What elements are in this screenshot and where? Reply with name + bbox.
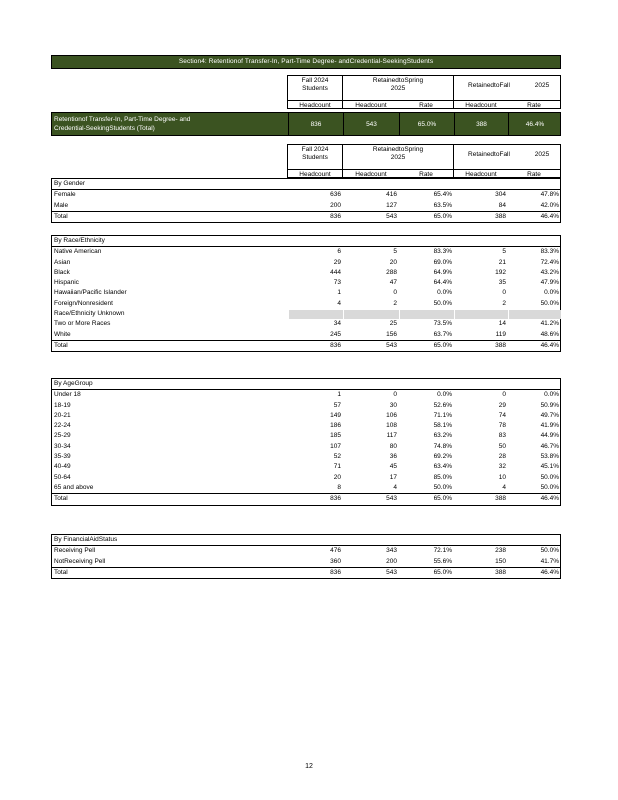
table-row: [52, 411, 560, 421]
row-label: Total: [54, 212, 68, 220]
cell-fall-retained-headcount: 4: [502, 483, 506, 491]
cell-fall-rate: 0.0%: [544, 289, 559, 297]
cell-fall-rate: 49.7%: [540, 411, 559, 419]
section-banner: Section4: Retentionof Transfer-In, Part-Time Degree- andCredential-SeekingStudents: [51, 55, 561, 69]
cell-fall-headcount: 52: [333, 453, 341, 461]
cell-spring-headcount: 80: [389, 442, 397, 450]
cell-spring-rate: 65.0%: [433, 341, 452, 349]
cell-spring-headcount: 543: [386, 495, 397, 503]
cell-fall-headcount: 245: [330, 330, 341, 338]
cell-spring-headcount: 25: [389, 320, 397, 328]
total-row: [52, 340, 560, 351]
cell-fall-rate: 46.4%: [540, 341, 559, 349]
cell-fall-retained-headcount: 388: [495, 568, 506, 576]
cell-fall-headcount: 1: [337, 289, 341, 297]
header-fall-year: 2025: [534, 82, 550, 89]
cell-fall-rate: 50.0%: [540, 547, 559, 555]
table-row: [52, 330, 560, 340]
row-label: NotReceiving Pell: [54, 557, 106, 565]
header-retained-fall: RetainedtoFall: [468, 82, 510, 89]
cell-fall-rate: 43.2%: [540, 268, 559, 276]
cell-fall-rate: 0.0%: [544, 391, 559, 399]
cell-spring-headcount: 47: [389, 279, 397, 287]
subheader-rate: Rate: [399, 100, 453, 110]
row-label: 40-49: [54, 463, 71, 471]
cell-spring-headcount: 200: [386, 557, 397, 565]
blank-cell: [344, 310, 399, 319]
cell-spring-rate: 71.1%: [433, 411, 452, 419]
table-row: [52, 288, 560, 298]
cell-fall-headcount: 636: [330, 191, 341, 199]
overall-fall-retained-headcount: 388: [476, 121, 487, 128]
cell-fall-rate: 41.9%: [540, 422, 559, 430]
subheader-headcount: Headcount: [454, 169, 508, 179]
cell-spring-headcount: 17: [389, 473, 397, 481]
row-label: Male: [54, 201, 69, 209]
cell-spring-rate: 58.1%: [433, 422, 452, 430]
table-race-ethnicity: [51, 235, 561, 352]
cell-fall-retained-headcount: 78: [498, 422, 506, 430]
table-row: [52, 309, 560, 319]
cell-fall-retained-headcount: 192: [495, 268, 506, 276]
row-label: Total: [54, 495, 68, 503]
cell-fall-rate: 41.7%: [540, 557, 559, 565]
cell-fall-headcount: 20: [333, 473, 341, 481]
cell-spring-rate: 52.6%: [433, 401, 452, 409]
cell-fall-rate: 50.0%: [540, 299, 559, 307]
table-row: [52, 201, 560, 211]
cell-spring-rate: 63.5%: [433, 201, 452, 209]
overall-spring-headcount: 543: [366, 121, 377, 128]
row-label: Native American: [54, 248, 102, 256]
table-row: [52, 462, 560, 472]
cell-fall-headcount: 34: [333, 320, 341, 328]
blank-cell: [400, 310, 454, 319]
cell-spring-headcount: 106: [386, 411, 397, 419]
table-row: [52, 421, 560, 431]
cell-spring-headcount: 0: [393, 289, 397, 297]
subheader-headcount: Headcount: [288, 100, 342, 110]
table-title-row: [52, 179, 560, 190]
row-label: 22-24: [54, 422, 71, 430]
row-label: 35-39: [54, 453, 71, 461]
cell-fall-rate: 72.4%: [540, 258, 559, 266]
cell-fall-retained-headcount: 84: [498, 201, 506, 209]
table-row: [52, 390, 560, 400]
cell-spring-headcount: 20: [389, 258, 397, 266]
subheader-headcount: Headcount: [343, 100, 399, 110]
table-row: [52, 258, 560, 268]
table-title-row: [52, 535, 560, 546]
cell-fall-headcount: 1: [337, 391, 341, 399]
subheader-rate: Rate: [508, 100, 560, 110]
cell-fall-rate: 53.8%: [540, 453, 559, 461]
cell-spring-rate: 85.0%: [433, 473, 452, 481]
cell-fall-retained-headcount: 29: [498, 401, 506, 409]
cell-spring-rate: 64.9%: [433, 268, 452, 276]
cell-spring-rate: 65.0%: [433, 212, 452, 220]
row-label: 30-34: [54, 442, 71, 450]
overall-fall-rate: 46.4%: [525, 121, 545, 128]
cell-spring-headcount: 2: [393, 299, 397, 307]
table-row: [52, 268, 560, 278]
row-label: Under 18: [54, 391, 81, 399]
cell-fall-rate: 46.4%: [540, 495, 559, 503]
cell-fall-headcount: 200: [330, 201, 341, 209]
table-row: [52, 190, 560, 200]
cell-fall-retained-headcount: 304: [495, 191, 506, 199]
table-row: [52, 442, 560, 452]
cell-fall-rate: 50.9%: [540, 401, 559, 409]
table-row: [52, 483, 560, 493]
cell-fall-headcount: 836: [330, 568, 341, 576]
cell-fall-retained-headcount: 388: [495, 495, 506, 503]
cell-fall-headcount: 4: [337, 299, 341, 307]
cell-fall-retained-headcount: 21: [498, 258, 506, 266]
header-students: Students: [302, 85, 328, 92]
cell-spring-headcount: 5: [393, 248, 397, 256]
table-financial-aid: [51, 534, 561, 579]
cell-fall-headcount: 107: [330, 442, 341, 450]
cell-fall-rate: 46.7%: [540, 442, 559, 450]
cell-fall-headcount: 185: [330, 432, 341, 440]
cell-fall-retained-headcount: 14: [498, 320, 506, 328]
cell-spring-rate: 65.0%: [433, 568, 452, 576]
cell-fall-retained-headcount: 150: [495, 557, 506, 565]
overall-fall-headcount: 836: [310, 121, 322, 128]
cell-fall-rate: 83.3%: [540, 248, 559, 256]
header-fall: Fall 2024: [301, 146, 329, 153]
cell-fall-headcount: 57: [333, 401, 341, 409]
cell-spring-rate: 0.0%: [437, 289, 452, 297]
row-label: Race/Ethnicity Unknown: [54, 310, 125, 318]
overall-total-row: [51, 112, 561, 136]
cell-spring-rate: 83.3%: [433, 248, 452, 256]
total-row: [52, 211, 560, 222]
overall-spring-rate: 65.0%: [417, 121, 437, 128]
table-title: By FinancialAidStatus: [54, 536, 118, 543]
column-header-top: [287, 75, 561, 109]
cell-fall-retained-headcount: 238: [495, 547, 506, 555]
header-retained-spring: RetainedtoSpring: [372, 146, 424, 153]
row-label: Female: [54, 191, 76, 199]
table-row: [52, 452, 560, 462]
cell-fall-headcount: 8: [337, 483, 341, 491]
cell-fall-headcount: 29: [333, 258, 341, 266]
cell-spring-rate: 72.1%: [433, 547, 452, 555]
cell-fall-rate: 48.6%: [540, 330, 559, 338]
cell-spring-headcount: 108: [386, 422, 397, 430]
cell-fall-rate: 47.9%: [540, 279, 559, 287]
cell-fall-headcount: 476: [330, 547, 341, 555]
cell-spring-rate: 63.2%: [433, 432, 452, 440]
cell-spring-rate: 64.4%: [433, 279, 452, 287]
page-number: 12: [305, 763, 313, 770]
table-row: [52, 401, 560, 411]
cell-spring-headcount: 543: [386, 341, 397, 349]
cell-fall-retained-headcount: 10: [498, 473, 506, 481]
cell-fall-retained-headcount: 32: [498, 463, 506, 471]
cell-fall-retained-headcount: 74: [498, 411, 506, 419]
cell-fall-retained-headcount: 5: [502, 248, 506, 256]
cell-fall-rate: 46.4%: [540, 212, 559, 220]
cell-spring-headcount: 45: [389, 463, 397, 471]
row-label: 65 and above: [54, 483, 94, 491]
cell-spring-rate: 73.5%: [433, 320, 452, 328]
cell-spring-headcount: 117: [386, 432, 397, 440]
table-row: [52, 299, 560, 309]
table-row: [52, 546, 560, 556]
cell-fall-retained-headcount: 119: [495, 330, 506, 338]
table-title: By AgeGroup: [54, 380, 93, 387]
cell-spring-rate: 74.8%: [433, 442, 452, 450]
cell-spring-headcount: 543: [386, 212, 397, 220]
row-label: Hawaiian/Pacific Islander: [54, 289, 127, 297]
cell-fall-rate: 50.0%: [540, 473, 559, 481]
cell-fall-retained-headcount: 0: [502, 391, 506, 399]
header-retained-spring: RetainedtoSpring: [372, 77, 424, 84]
blank-cell: [455, 310, 508, 319]
row-label: Total: [54, 341, 68, 349]
cell-fall-headcount: 71: [333, 463, 341, 471]
subheader-rate: Rate: [508, 169, 560, 179]
header-students: Students: [302, 154, 328, 161]
cell-fall-rate: 45.1%: [540, 463, 559, 471]
cell-spring-headcount: 36: [389, 453, 397, 461]
cell-fall-headcount: 836: [330, 212, 341, 220]
blank-cell: [509, 310, 561, 319]
cell-fall-headcount: 6: [337, 248, 341, 256]
cell-fall-retained-headcount: 0: [502, 289, 506, 297]
cell-spring-headcount: 127: [386, 201, 397, 209]
cell-fall-retained-headcount: 83: [498, 432, 506, 440]
table-title: By Race/Ethnicity: [54, 237, 105, 244]
cell-spring-headcount: 4: [393, 483, 397, 491]
header-fall: Fall 2024: [301, 77, 329, 84]
header-spring-year: 2025: [390, 154, 406, 161]
subheader-rate: Rate: [399, 169, 453, 179]
table-title-row: [52, 236, 560, 247]
cell-fall-rate: 41.2%: [540, 320, 559, 328]
cell-fall-headcount: 836: [330, 495, 341, 503]
row-label: 25-29: [54, 432, 71, 440]
cell-fall-retained-headcount: 50: [498, 442, 506, 450]
cell-fall-retained-headcount: 388: [495, 212, 506, 220]
cell-spring-headcount: 156: [386, 330, 397, 338]
cell-spring-rate: 65.4%: [433, 191, 452, 199]
cell-fall-rate: 44.9%: [540, 432, 559, 440]
cell-spring-rate: 50.0%: [433, 299, 452, 307]
row-label: Hispanic: [54, 279, 79, 287]
header-fall-year: 2025: [534, 151, 550, 158]
cell-fall-headcount: 149: [330, 411, 341, 419]
cell-spring-headcount: 416: [386, 191, 397, 199]
cell-fall-rate: 46.4%: [540, 568, 559, 576]
overall-label-line2: Credential-SeekingStudents (Total): [54, 125, 155, 132]
table-title-row: [52, 379, 560, 390]
cell-spring-rate: 55.6%: [433, 557, 452, 565]
table-title: By Gender: [54, 180, 86, 187]
row-label: 18-19: [54, 401, 71, 409]
cell-fall-headcount: 444: [330, 268, 341, 276]
cell-fall-headcount: 186: [330, 422, 341, 430]
cell-spring-rate: 63.7%: [433, 330, 452, 338]
cell-fall-rate: 42.0%: [540, 201, 559, 209]
subheader-headcount: Headcount: [288, 169, 342, 179]
cell-spring-rate: 69.2%: [433, 453, 452, 461]
total-row: [52, 567, 560, 578]
row-label: Asian: [54, 258, 71, 266]
table-row: [52, 473, 560, 483]
row-label: Black: [54, 268, 70, 276]
row-label: 20-21: [54, 411, 71, 419]
table-age-group: [51, 378, 561, 506]
cell-fall-retained-headcount: 35: [498, 279, 506, 287]
row-label: Total: [54, 568, 68, 576]
cell-fall-rate: 47.8%: [540, 191, 559, 199]
total-row: [52, 493, 560, 504]
header-spring-year: 2025: [390, 85, 406, 92]
row-label: Two or More Races: [54, 320, 111, 328]
blank-cell: [289, 310, 343, 319]
cell-spring-headcount: 288: [386, 268, 397, 276]
table-gender: [51, 178, 561, 223]
cell-fall-retained-headcount: 388: [495, 341, 506, 349]
cell-spring-headcount: 543: [386, 568, 397, 576]
cell-spring-headcount: 343: [386, 547, 397, 555]
cell-fall-rate: 50.0%: [540, 483, 559, 491]
subheader-headcount: Headcount: [343, 169, 399, 179]
cell-fall-headcount: 360: [330, 557, 341, 565]
cell-spring-rate: 63.4%: [433, 463, 452, 471]
overall-label-line1: Retentionof Transfer-In, Part-Time Degree- and: [54, 116, 191, 123]
header-retained-fall: RetainedtoFall: [468, 151, 510, 158]
table-row: [52, 319, 560, 329]
cell-fall-retained-headcount: 28: [498, 453, 506, 461]
row-label: 50-64: [54, 473, 71, 481]
table-row: [52, 247, 560, 257]
row-label: White: [54, 330, 71, 338]
cell-spring-rate: 50.0%: [433, 483, 452, 491]
row-label: Foreign/Nonresident: [54, 299, 113, 307]
row-label: Receiving Pell: [54, 547, 96, 555]
cell-spring-rate: 0.0%: [437, 391, 452, 399]
cell-fall-headcount: 836: [330, 341, 341, 349]
table-row: [52, 431, 560, 441]
cell-spring-headcount: 0: [393, 391, 397, 399]
column-header-detail: [287, 144, 561, 178]
cell-spring-headcount: 30: [389, 401, 397, 409]
cell-fall-headcount: 73: [333, 279, 341, 287]
table-row: [52, 557, 560, 567]
cell-fall-retained-headcount: 2: [502, 299, 506, 307]
cell-spring-rate: 69.0%: [433, 258, 452, 266]
subheader-headcount: Headcount: [454, 100, 508, 110]
table-row: [52, 278, 560, 288]
cell-spring-rate: 65.0%: [433, 495, 452, 503]
